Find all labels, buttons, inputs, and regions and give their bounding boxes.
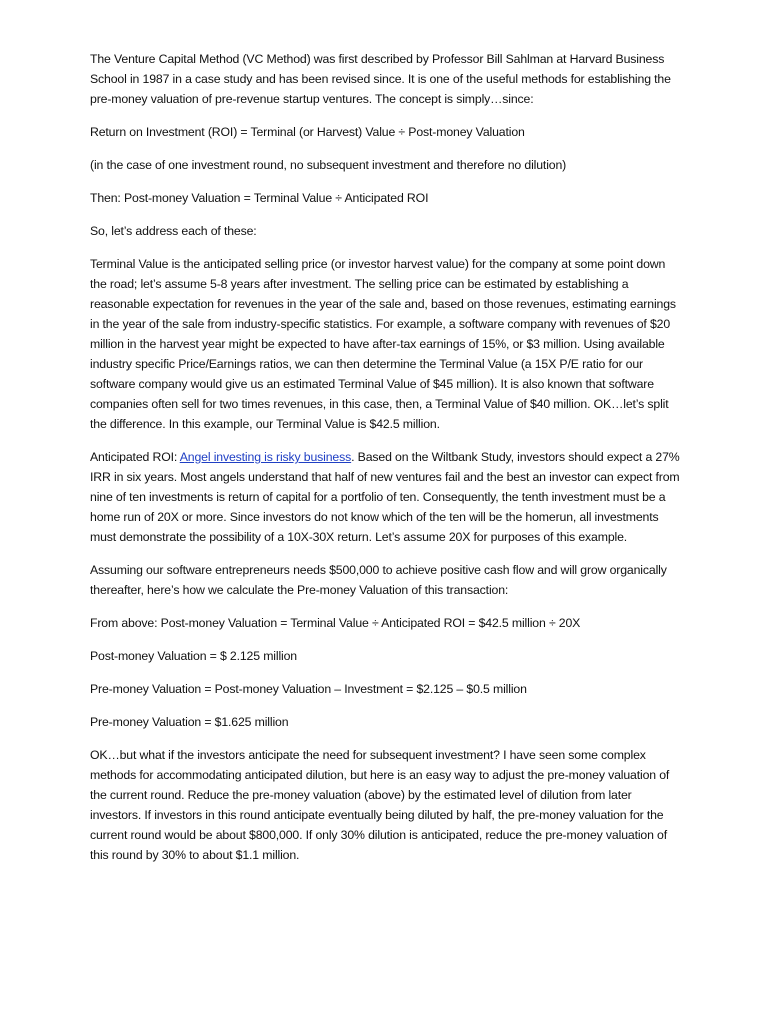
document-body <box>90 49 682 878</box>
anticipated-roi-text: . Based on the Wiltbank Study, investors should expect a 27% IRR in six years. Most angels understand that half of new ventures fail and the best an investor can expect from nine of ten investments is return of capital for a portfolio of ten. Consequently, the tenth investment must be a home run of 20X or more. Since investors do not know which of the ten will be the homerun, all investments must demonstrate the possibility of a 10X-30X return. Let’s assume 20X for purposes of this example. <box>90 450 680 544</box>
roi-formula: Return on Investment (ROI) = Terminal (or Harvest) Value ÷ Post-money Valuation <box>90 125 525 139</box>
anticipated-roi-label: Anticipated ROI: <box>90 450 180 464</box>
calculation-line-4: Pre-money Valuation = $1.625 million <box>90 715 289 729</box>
anticipated-roi-paragraph <box>90 447 682 547</box>
assumption-paragraph: Assuming our software entrepreneurs needs $500,000 to achieve positive cash flow and will grow organically thereafter, here’s how we calculate the Pre-money Valuation of this transaction: <box>90 563 667 597</box>
calculation-line-3: Pre-money Valuation = Post-money Valuation – Investment = $2.125 – $0.5 million <box>90 682 527 696</box>
dilution-paragraph: OK…but what if the investors anticipate the need for subsequent investment? I have seen some complex methods for accommodating anticipated dilution, but here is an easy way to adjust the pre-money valuation of the current round. Reduce the pre-money valuation (above) by the estimated level of dilution from later investors. If investors in this round anticipate eventually being diluted by half, the pre-money valuation for the current round would be about $800,000. If only 30% dilution is anticipated, reduce the pre-money valuation of this round by 30% to about $1.1 million. <box>90 748 670 862</box>
angel-investing-link[interactable]: Angel investing is risky business <box>179 450 352 464</box>
address-each-line: So, let’s address each of these: <box>90 224 257 238</box>
intro-paragraph: The Venture Capital Method (VC Method) was first described by Professor Bill Sahlman at Harvard Business School in 1987 in a case study and has been revised since. It is one of the useful methods for establishing the pre-money valuation of pre-revenue startup ventures. The concept is simply…since: <box>90 52 671 106</box>
calculation-line-1: From above: Post-money Valuation = Terminal Value ÷ Anticipated ROI = $42.5 million ÷ 20X <box>90 616 581 630</box>
terminal-value-paragraph: Terminal Value is the anticipated selling price (or investor harvest value) for the company at some point down the road; let’s assume 5-8 years after investment. The selling price can be estimated by establishing a reasonable expectation for revenues in the year of the sale and, based on those revenues, estimating earnings in the year of the sale from industry-specific statistics. For example, a software company with revenues of $20 million in the harvest year might be expected to have after-tax earnings of 15%, or $3 million. Using available industry specific Price/Earnings ratios, we can then determine the Terminal Value (a 15X P/E ratio for our software company would give us an estimated Terminal Value of $45 million). It is also known that software companies often sell for two times revenues, in this case, then, a Terminal Value of $40 million. OK…let’s split the difference. In this example, our Terminal Value is $42.5 million. <box>90 257 676 431</box>
roi-formula-note: (in the case of one investment round, no subsequent investment and therefore no dilution) <box>90 158 567 172</box>
calculation-line-2: Post-money Valuation = $ 2.125 million <box>90 649 297 663</box>
post-money-formula: Then: Post-money Valuation = Terminal Value ÷ Anticipated ROI <box>90 191 429 205</box>
